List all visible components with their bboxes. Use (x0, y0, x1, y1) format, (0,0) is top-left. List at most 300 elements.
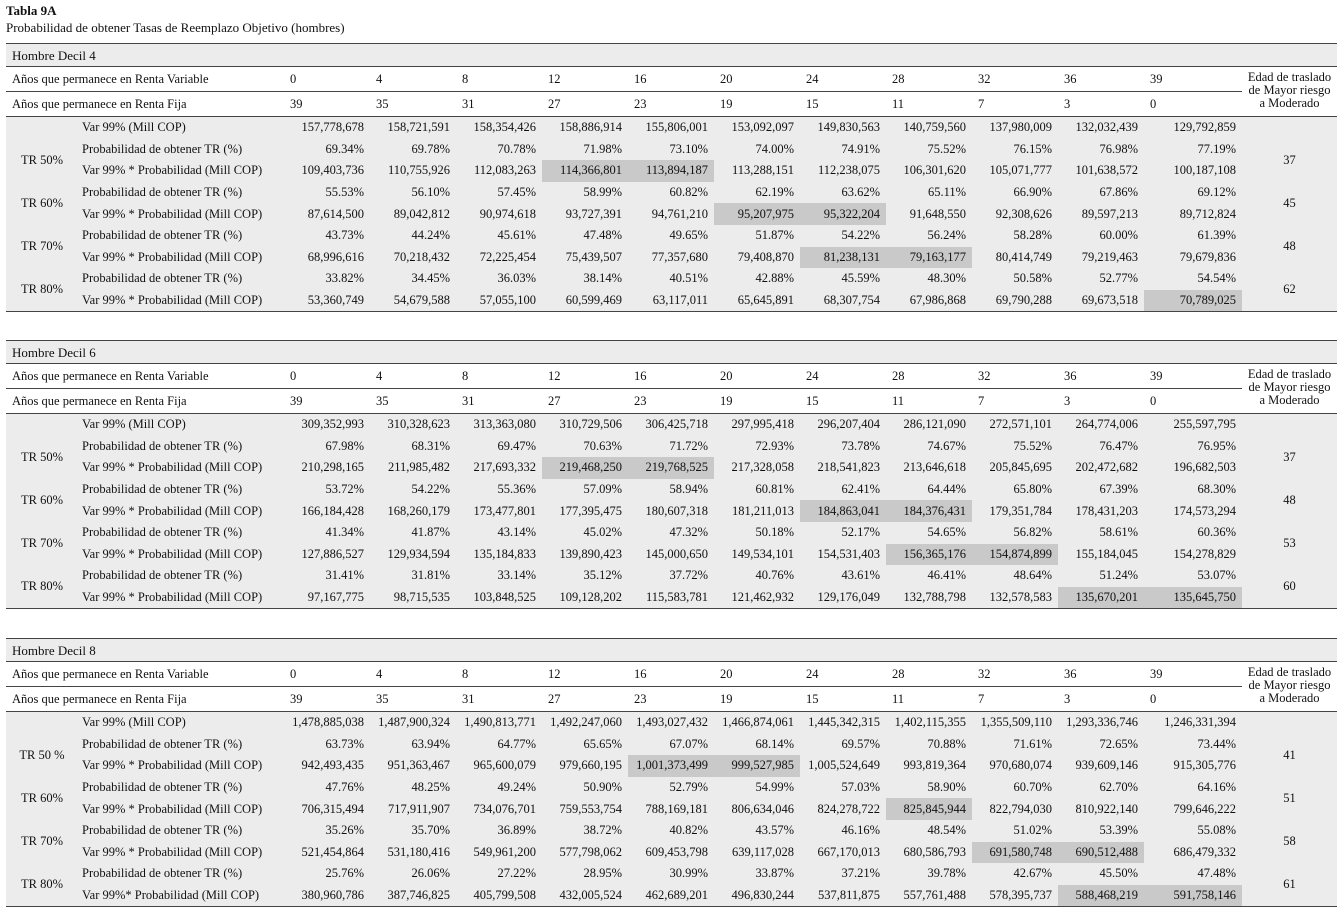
var-probability-cell: 112,083,263 (473, 163, 537, 178)
probability-cell: 51.24% (1099, 568, 1139, 583)
var-probability-cell: 166,184,428 (301, 503, 365, 518)
var-probability-cell: 822,794,030 (989, 801, 1053, 816)
transfer-age-cell: 62 (1242, 268, 1337, 312)
probability-cell: 39.78% (927, 866, 967, 881)
fija-years-label: Años que permanece en Renta Fija (12, 393, 187, 408)
probability-cell: 43.61% (841, 568, 881, 583)
highlighted-value-cell: 184,376,431 (886, 500, 972, 522)
var-probability-cell: 89,042,812 (393, 206, 451, 221)
data-table (6, 67, 1337, 312)
var-value-cell: 1,487,900,324 (378, 715, 451, 730)
var-row-label: Var 99% (Mill COP) (82, 417, 186, 432)
transfer-age-cell: 60 (1242, 565, 1337, 609)
transfer-age-cell: 61 (1242, 863, 1337, 907)
fija-year-header: 11 (892, 96, 905, 111)
var-value-cell: 158,721,591 (387, 120, 451, 135)
header-row-variable (6, 364, 1337, 389)
var-probability-cell: 578,395,737 (972, 885, 1058, 907)
tr-level-label: TR 80% (6, 565, 78, 609)
tr-level-label: TR 80% (6, 863, 78, 907)
probability-cell: 54.99% (755, 780, 795, 795)
fija-year-header: 31 (462, 393, 475, 408)
edad-header-line: Edad de traslado (1247, 70, 1332, 84)
header-row-variable (6, 662, 1337, 687)
probability-cell: 58.94% (669, 482, 709, 497)
variable-year-header: 8 (462, 71, 469, 86)
var-probability-cell: 129,934,594 (387, 546, 451, 561)
probability-cell: 62.19% (755, 185, 795, 200)
probability-cell: 77.19% (1197, 141, 1237, 156)
var-value-cell: 272,571,101 (989, 417, 1053, 432)
var-value-cell: 264,774,006 (1075, 417, 1139, 432)
var-row (6, 117, 1337, 139)
header-row-fija (6, 92, 1337, 117)
var-value-cell: 1,490,813,771 (464, 715, 537, 730)
fija-year-header: 7 (978, 691, 985, 706)
var-probability-cell: 135,184,833 (473, 546, 537, 561)
var-probability-cell: 79,219,463 (1081, 249, 1139, 264)
probability-cell: 72.65% (1099, 736, 1139, 751)
var-probability-cell: 531,180,416 (387, 844, 451, 859)
var-probability-cell: 970,680,074 (989, 758, 1053, 773)
var-value-cell: 286,121,090 (903, 417, 967, 432)
variable-year-header: 20 (720, 368, 733, 383)
probability-cell: 52.17% (841, 525, 881, 540)
fija-year-header: 23 (634, 393, 647, 408)
var-probability-cell: 70,218,432 (393, 249, 451, 264)
probability-cell: 58.28% (1013, 228, 1053, 243)
var-probability-cell: 799,646,222 (1173, 801, 1237, 816)
var-probability-cell: 57,055,100 (456, 290, 542, 312)
var-row (6, 712, 1337, 734)
probability-row (6, 565, 1337, 587)
probability-cell: 33.82% (325, 271, 365, 286)
var-probability-cell: 432,005,524 (542, 885, 628, 907)
probability-cell: 75.52% (927, 141, 967, 156)
var-probability-cell: 121,462,932 (714, 587, 800, 609)
block-title: Hombre Decil 8 (6, 638, 1337, 662)
probability-cell: 49.65% (669, 228, 709, 243)
var-value-cell: 313,363,080 (473, 417, 537, 432)
probability-cell: 62.41% (841, 482, 881, 497)
variable-year-header: 36 (1064, 368, 1077, 383)
fija-years-label: Años que permanece en Renta Fija (12, 691, 187, 706)
var-probability-row (6, 587, 1337, 609)
var-probability-cell: 686,479,332 (1173, 844, 1237, 859)
probability-cell: 65.80% (1013, 482, 1053, 497)
fija-year-header: 35 (376, 393, 389, 408)
transfer-age-cell: 37 (1242, 436, 1337, 479)
probability-cell: 45.59% (841, 271, 881, 286)
probability-cell: 44.24% (411, 228, 451, 243)
variable-year-header: 16 (634, 71, 647, 86)
probability-cell: 62.70% (1099, 780, 1139, 795)
var-probability-cell: 211,985,482 (387, 460, 451, 475)
var-probability-row-label: Var 99% * Probabilidad (Mill COP) (82, 546, 263, 561)
var-probability-cell: 217,328,058 (731, 460, 795, 475)
probability-cell: 26.06% (411, 866, 451, 881)
var-probability-cell: 537,811,875 (800, 885, 886, 907)
var-value-cell: 1,355,509,110 (980, 715, 1053, 730)
highlighted-value-cell: 135,670,201 (1058, 587, 1144, 609)
data-table (6, 662, 1337, 907)
probability-row-label: Probabilidad de obtener TR (%) (82, 823, 243, 838)
var-probability-cell: 105,071,777 (989, 163, 1053, 178)
var-value-cell: 1,445,342,315 (808, 715, 881, 730)
fija-year-header: 23 (634, 96, 647, 111)
var-probability-cell: 180,607,318 (645, 503, 709, 518)
var-probability-cell: 154,278,829 (1173, 546, 1237, 561)
probability-cell: 34.45% (411, 271, 451, 286)
blank-cell (1242, 117, 1337, 139)
probability-cell: 40.51% (669, 271, 709, 286)
edad-header-line: Edad de traslado (1247, 367, 1332, 381)
var-value-cell: 296,207,404 (817, 417, 881, 432)
probability-row-label: Probabilidad de obtener TR (%) (82, 185, 243, 200)
var-probability-cell: 89,597,213 (1081, 206, 1139, 221)
var-probability-row-label: Var 99% * Probabilidad (Mill COP) (82, 206, 263, 221)
probability-cell: 25.76% (325, 866, 365, 881)
edad-header-line: a Moderado (1259, 96, 1320, 110)
var-probability-row (6, 755, 1337, 777)
var-value-cell: 157,778,678 (301, 120, 365, 135)
probability-cell: 35.12% (583, 568, 623, 583)
table-title: Tabla 9A (6, 3, 57, 18)
var-probability-cell: 54,679,588 (370, 290, 456, 312)
tr-level-label: TR 60% (6, 182, 78, 225)
var-value-cell: 297,995,418 (731, 417, 795, 432)
edad-header-line: a Moderado (1259, 691, 1320, 705)
var-probability-cell: 77,357,680 (651, 249, 709, 264)
variable-year-header: 4 (376, 368, 383, 383)
probability-row (6, 182, 1337, 204)
var-probability-cell: 462,689,201 (628, 885, 714, 907)
probability-row-label: Probabilidad de obtener TR (%) (82, 438, 243, 453)
variable-year-header: 28 (892, 368, 905, 383)
variable-year-header: 24 (806, 368, 819, 383)
variable-year-header: 32 (978, 666, 991, 681)
probability-cell: 49.24% (497, 780, 537, 795)
probability-cell: 33.14% (497, 568, 537, 583)
var-probability-cell: 680,586,793 (903, 844, 967, 859)
probability-cell: 35.26% (325, 823, 365, 838)
var-probability-cell: 79,679,836 (1179, 249, 1237, 264)
probability-cell: 58.90% (927, 780, 967, 795)
var-probability-cell: 387,746,825 (370, 885, 456, 907)
probability-cell: 53.39% (1099, 823, 1139, 838)
tr-level-label: TR 80% (6, 268, 78, 312)
highlighted-value-cell: 95,207,975 (714, 203, 800, 225)
var-value-cell: 155,806,001 (645, 120, 709, 135)
var-probability-row-label: Var 99% * Probabilidad (Mill COP) (82, 801, 263, 816)
probability-cell: 64.16% (1197, 780, 1237, 795)
probability-cell: 58.99% (583, 185, 623, 200)
probability-cell: 68.14% (755, 736, 795, 751)
probability-cell: 67.39% (1099, 482, 1139, 497)
var-value-cell: 1,478,885,038 (292, 715, 365, 730)
probability-cell: 54.54% (1197, 271, 1237, 286)
var-probability-cell: 179,351,784 (989, 503, 1053, 518)
probability-cell: 64.44% (927, 482, 967, 497)
probability-cell: 50.18% (755, 525, 795, 540)
tr-level-label: TR 60% (6, 479, 78, 522)
probability-cell: 38.72% (583, 823, 623, 838)
var-probability-row-label: Var 99% * Probabilidad (Mill COP) (78, 290, 284, 312)
probability-cell: 61.39% (1197, 228, 1237, 243)
var-probability-row (6, 798, 1337, 820)
variable-year-header: 16 (634, 666, 647, 681)
probability-cell: 76.95% (1197, 438, 1237, 453)
var-probability-cell: 810,922,140 (1075, 801, 1139, 816)
var-probability-cell: 915,305,776 (1173, 758, 1237, 773)
var-probability-cell: 942,493,435 (301, 758, 365, 773)
variable-year-header: 0 (290, 71, 297, 86)
probability-cell: 60.36% (1197, 525, 1237, 540)
header-row-fija (6, 687, 1337, 712)
variable-year-header: 12 (548, 368, 561, 383)
header-row-fija (6, 389, 1337, 414)
highlighted-value-cell: 184,863,041 (800, 500, 886, 522)
var-probability-cell: 112,238,075 (817, 163, 881, 178)
block-title: Hombre Decil 4 (6, 43, 1337, 67)
var-probability-row (6, 885, 1337, 907)
var-probability-cell: 139,890,423 (559, 546, 623, 561)
probability-cell: 45.02% (583, 525, 623, 540)
var-probability-cell: 100,187,108 (1173, 163, 1237, 178)
probability-cell: 71.72% (669, 438, 709, 453)
var-probability-cell: 979,660,195 (559, 758, 623, 773)
variable-years-label: Años que permanece en Renta Variable (12, 71, 209, 86)
edad-header-line: Edad de traslado (1247, 665, 1332, 679)
fija-year-header: 15 (806, 691, 819, 706)
probability-cell: 42.67% (1013, 866, 1053, 881)
var-probability-cell: 734,076,701 (473, 801, 537, 816)
var-value-cell: 137,980,009 (989, 120, 1053, 135)
var-probability-cell: 706,315,494 (301, 801, 365, 816)
data-table (6, 364, 1337, 609)
probability-cell: 31.41% (325, 568, 365, 583)
fija-year-header: 7 (978, 393, 985, 408)
probability-cell: 42.88% (755, 271, 795, 286)
var-probability-cell: 178,431,203 (1075, 503, 1139, 518)
var-value-cell: 140,759,560 (903, 120, 967, 135)
variable-year-header: 36 (1064, 666, 1077, 681)
var-probability-cell: 806,634,046 (731, 801, 795, 816)
probability-cell: 60.82% (669, 185, 709, 200)
highlighted-value-cell: 114,366,801 (542, 160, 628, 182)
var-probability-cell: 181,211,013 (731, 503, 795, 518)
var-probability-cell: 87,614,500 (307, 206, 365, 221)
variable-year-header: 32 (978, 368, 991, 383)
var-probability-row-label: Var 99% * Probabilidad (Mill COP) (82, 249, 263, 264)
probability-row (6, 225, 1337, 247)
probability-cell: 68.30% (1197, 482, 1237, 497)
variable-year-header: 28 (892, 666, 905, 681)
probability-cell: 70.63% (583, 438, 623, 453)
fija-year-header: 0 (1150, 96, 1157, 111)
var-row (6, 414, 1337, 436)
highlighted-value-cell: 79,163,177 (886, 247, 972, 269)
highlighted-value-cell: 588,468,219 (1058, 885, 1144, 907)
fija-year-header: 19 (720, 691, 733, 706)
fija-year-header: 31 (462, 691, 475, 706)
var-probability-cell: 155,184,045 (1075, 546, 1139, 561)
probability-cell: 69.78% (411, 141, 451, 156)
probability-cell: 46.41% (927, 568, 967, 583)
probability-cell: 58.61% (1099, 525, 1139, 540)
var-probability-cell: 196,682,503 (1173, 460, 1237, 475)
probability-row (6, 268, 1337, 290)
var-probability-cell: 577,798,062 (559, 844, 623, 859)
probability-cell: 65.65% (583, 736, 623, 751)
transfer-age-cell: 48 (1242, 479, 1337, 522)
edad-header-line: de Mayor riesgo (1248, 380, 1331, 394)
probability-row (6, 139, 1337, 161)
probability-cell: 54.22% (411, 482, 451, 497)
probability-cell: 75.52% (1013, 438, 1053, 453)
var-probability-cell: 609,453,798 (645, 844, 709, 859)
probability-cell: 27.22% (497, 866, 537, 881)
probability-row (6, 522, 1337, 544)
var-probability-cell: 75,439,507 (565, 249, 623, 264)
probability-cell: 63.73% (325, 736, 365, 751)
var-probability-cell: 60,599,469 (542, 290, 628, 312)
var-probability-cell: 103,848,525 (456, 587, 542, 609)
probability-cell: 63.62% (841, 185, 881, 200)
probability-cell: 74.00% (755, 141, 795, 156)
transfer-age-cell: 51 (1242, 777, 1337, 820)
edad-traslado-header (1242, 67, 1337, 117)
probability-cell: 54.22% (841, 228, 881, 243)
probability-cell: 41.87% (411, 525, 451, 540)
var-probability-cell: 154,531,403 (817, 546, 881, 561)
probability-cell: 55.53% (325, 185, 365, 200)
var-probability-cell: 993,819,364 (903, 758, 967, 773)
var-probability-cell: 496,830,244 (714, 885, 800, 907)
variable-year-header: 32 (978, 71, 991, 86)
probability-cell: 70.78% (497, 141, 537, 156)
variable-year-header: 16 (634, 368, 647, 383)
fija-year-header: 23 (634, 691, 647, 706)
edad-traslado-header (1242, 364, 1337, 414)
var-probability-cell: 759,553,754 (559, 801, 623, 816)
fija-year-header: 35 (376, 691, 389, 706)
probability-cell: 56.82% (1013, 525, 1053, 540)
variable-year-header: 4 (376, 71, 383, 86)
var-value-cell: 153,092,097 (731, 120, 795, 135)
probability-cell: 48.54% (927, 823, 967, 838)
transfer-age-cell: 37 (1242, 139, 1337, 182)
probability-cell: 69.57% (841, 736, 881, 751)
probability-cell: 45.50% (1099, 866, 1139, 881)
highlighted-value-cell: 81,238,131 (800, 247, 886, 269)
probability-cell: 57.09% (583, 482, 623, 497)
var-probability-cell: 210,298,165 (301, 460, 365, 475)
fija-year-header: 27 (548, 393, 561, 408)
fija-year-header: 11 (892, 393, 905, 408)
var-probability-row-label: Var 99% * Probabilidad (Mill COP) (82, 503, 263, 518)
fija-year-header: 19 (720, 96, 733, 111)
probability-cell: 68.31% (411, 438, 451, 453)
variable-year-header: 12 (548, 666, 561, 681)
var-value-cell: 1,493,027,432 (636, 715, 709, 730)
highlighted-value-cell: 999,527,985 (714, 755, 800, 777)
probability-cell: 53.72% (325, 482, 365, 497)
probability-cell: 54.65% (927, 525, 967, 540)
var-probability-cell: 110,755,926 (387, 163, 451, 178)
block-title: Hombre Decil 6 (6, 340, 1337, 364)
tr-level-label: TR 50% (6, 139, 78, 182)
var-row-label: Var 99% (Mill COP) (82, 715, 186, 730)
highlighted-value-cell: 691,580,748 (972, 842, 1058, 864)
probability-cell: 69.12% (1197, 185, 1237, 200)
probability-cell: 76.47% (1099, 438, 1139, 453)
variable-year-header: 20 (720, 71, 733, 86)
probability-cell: 35.70% (411, 823, 451, 838)
probability-cell: 73.44% (1197, 736, 1237, 751)
probability-row-label: Probabilidad de obtener TR (%) (82, 866, 243, 881)
probability-cell: 74.67% (927, 438, 967, 453)
probability-cell: 40.82% (669, 823, 709, 838)
variable-year-header: 0 (290, 666, 297, 681)
probability-cell: 56.10% (411, 185, 451, 200)
probability-cell: 47.48% (1197, 866, 1237, 881)
var-probability-cell: 68,996,616 (307, 249, 365, 264)
var-probability-cell: 113,288,151 (731, 163, 795, 178)
probability-cell: 48.25% (411, 780, 451, 795)
probability-cell: 60.70% (1013, 780, 1053, 795)
probability-row (6, 734, 1337, 756)
probability-cell: 51.87% (755, 228, 795, 243)
variable-year-header: 0 (290, 368, 297, 383)
var-probability-cell: 69,673,518 (1058, 290, 1144, 312)
var-value-cell: 1,466,874,061 (722, 715, 795, 730)
fija-year-header: 35 (376, 96, 389, 111)
var-probability-cell: 115,583,781 (628, 587, 714, 609)
probability-cell: 60.00% (1099, 228, 1139, 243)
edad-header-line: a Moderado (1259, 393, 1320, 407)
probability-row (6, 820, 1337, 842)
variable-year-header: 28 (892, 71, 905, 86)
transfer-age-cell: 45 (1242, 182, 1337, 225)
highlighted-value-cell: 219,768,525 (628, 457, 714, 479)
var-probability-cell: 106,301,620 (903, 163, 967, 178)
fija-year-header: 3 (1064, 691, 1071, 706)
probability-cell: 52.79% (669, 780, 709, 795)
tr-level-label: TR 50 % (6, 734, 78, 777)
var-probability-cell: 639,117,028 (731, 844, 795, 859)
var-value-cell: 310,729,506 (559, 417, 623, 432)
probability-row-label: Probabilidad de obtener TR (%) (82, 271, 243, 286)
probability-cell: 74.91% (841, 141, 881, 156)
var-value-cell: 309,352,993 (301, 417, 365, 432)
var-probability-cell: 218,541,823 (817, 460, 881, 475)
var-probability-cell: 145,000,650 (645, 546, 709, 561)
blank-cell (1242, 712, 1337, 734)
probability-row-label: Probabilidad de obtener TR (%) (82, 141, 243, 156)
var-probability-cell: 217,693,332 (473, 460, 537, 475)
fija-year-header: 7 (978, 96, 985, 111)
probability-cell: 55.36% (497, 482, 537, 497)
var-probability-cell: 53,360,749 (284, 290, 370, 312)
variable-year-header: 39 (1150, 666, 1163, 681)
var-probability-cell: 149,534,101 (731, 546, 795, 561)
probability-row (6, 479, 1337, 501)
var-probability-row-label: Var 99% * Probabilidad (Mill COP) (82, 844, 263, 859)
probability-cell: 57.45% (497, 185, 537, 200)
probability-cell: 66.90% (1013, 185, 1053, 200)
tr-level-label: TR 70% (6, 820, 78, 863)
